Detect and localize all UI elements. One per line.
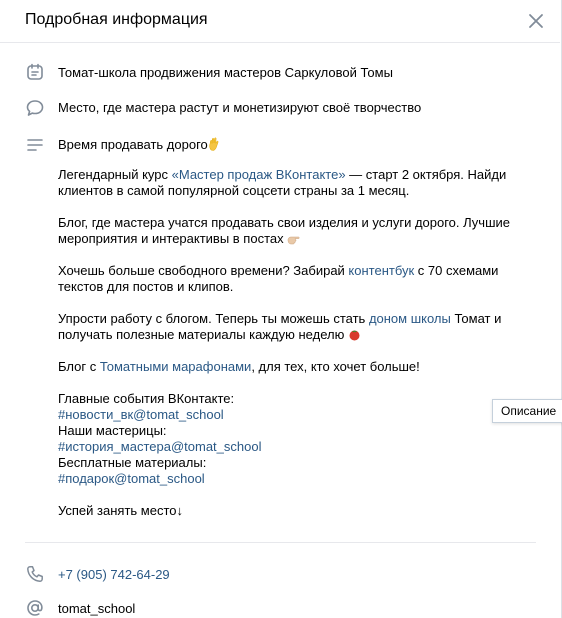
masters-label: Наши мастерицы: — [58, 423, 167, 438]
pointing-hand-emoji-icon — [287, 233, 301, 245]
hand-emoji-icon — [208, 137, 220, 151]
desc-text: Упрости работу с блогом. Теперь ты можешь стать — [58, 311, 369, 326]
description-heading — [58, 137, 220, 153]
donut-link[interactable]: доном школы — [368, 311, 451, 326]
desc-text: Блог, где мастера учатся продавать свои изделия и услуги дорого. Лучшие мероприятия и интерактивы в постах — [58, 215, 511, 246]
speech-bubble-icon — [25, 98, 45, 118]
calendar-icon — [25, 62, 45, 82]
community-name: Томат-школа продвижения мастеров Саркуловой Томы — [58, 65, 393, 80]
desc-text: — старт 2 октября. Найди клиентов в самой популярной соцсети страны за 1 месяц. — [58, 167, 507, 198]
events-hashtag-link[interactable]: #новости_вк@tomat_school — [58, 407, 224, 422]
tomato-emoji-icon — [348, 328, 361, 341]
tooltip: Описание — [492, 399, 562, 423]
desc-paragraph-contentbook — [58, 263, 528, 295]
modal-title: Подробная информация — [25, 11, 208, 28]
desc-text: Легендарный курс — [58, 167, 172, 182]
desc-text: , для тех, кто хочет больше! — [251, 359, 420, 374]
course-link[interactable]: «Мастер продаж ВКонтакте» — [171, 167, 346, 182]
free-label: Бесплатные материалы: — [58, 455, 207, 470]
marathons-link[interactable]: Томатными марафонами — [99, 359, 252, 374]
description-heading-text: Время продавать дорого — [58, 137, 208, 152]
events-label: Главные события ВКонтакте: — [58, 391, 235, 406]
divider — [25, 542, 536, 543]
desc-text: Хочешь больше свободного времени? Забирай — [58, 263, 349, 278]
phone-icon — [25, 564, 45, 584]
desc-paragraph-donut — [58, 311, 528, 343]
lines-icon — [25, 135, 45, 155]
at-icon — [25, 598, 45, 618]
desc-closing: Успей занять место↓ — [58, 503, 183, 518]
community-status: Место, где мастера растут и монетизируют своё творчество — [58, 100, 422, 115]
close-icon — [522, 7, 550, 35]
screen-name: tomat_school — [58, 601, 136, 616]
desc-text: Блог с — [58, 359, 100, 374]
desc-paragraph-blog — [58, 215, 528, 247]
desc-paragraph-marathons — [58, 359, 528, 375]
desc-hashtags — [58, 391, 528, 487]
modal-header — [0, 0, 560, 43]
desc-text: Томат и получать полезные материалы каждую неделю — [58, 311, 502, 342]
phone-link[interactable]: +7 (905) 742-64-29 — [58, 567, 170, 582]
close-button[interactable] — [522, 7, 550, 35]
masters-hashtag-link[interactable]: #история_мастера@tomat_school — [58, 439, 262, 454]
description-body — [58, 167, 528, 535]
desc-paragraph-course — [58, 167, 528, 199]
free-hashtag-link[interactable]: #подарок@tomat_school — [58, 471, 205, 486]
contentbook-link[interactable]: контентбук — [348, 263, 415, 278]
desc-text: с 70 схемами текстов для постов и клипов. — [58, 263, 499, 294]
